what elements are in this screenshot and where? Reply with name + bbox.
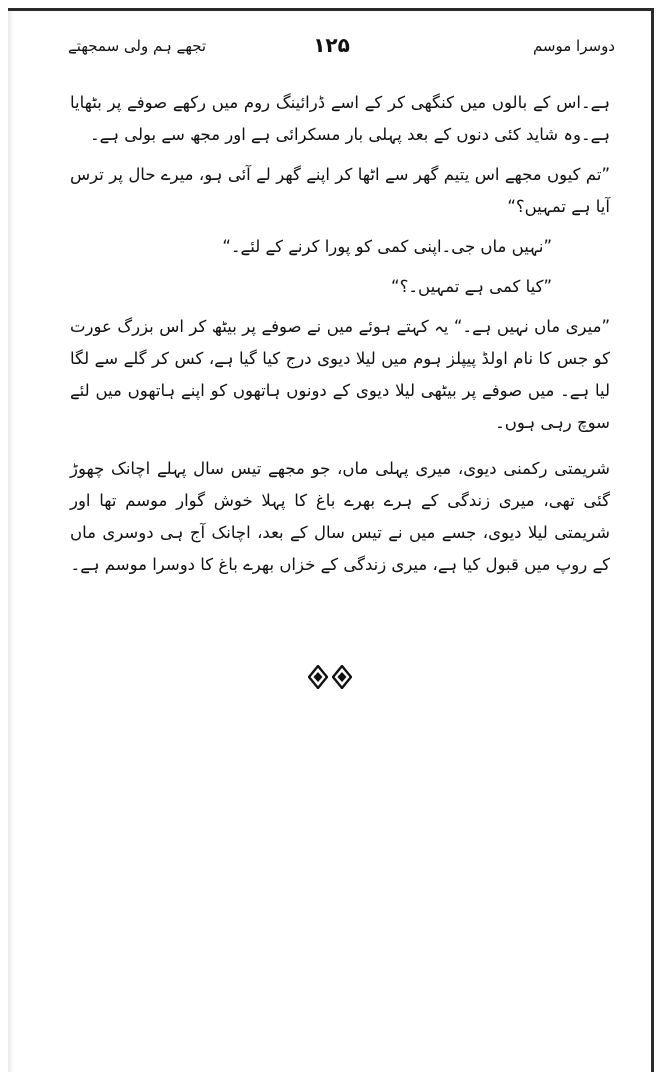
running-title-left: تجھے ہم ولی سمجھتے — [68, 37, 207, 55]
section-end-ornament — [308, 665, 352, 689]
page-body — [70, 87, 610, 589]
paragraph-6: شریمتی رکمنی دیوی، میری پہلی ماں، جو مجھے تیس سال پہلے اچانک چھوڑ گئی تھی، میری زندگی کے ہرے بھرے باغ کا پہلا خوش گوار موسم تھا اور شریمتی لیلا دیوی، جسے میں نے تیس سال کے بعد، اچانک آج ہی دوسری ماں کے روپ میں قبول کیا ہے، میری زندگی کے خزاں بھرے باغ کا دوسرا موسم ہے۔ — [70, 459, 610, 574]
paragraph-4: ”کیا کمی ہے تمہیں۔؟“ — [391, 277, 552, 296]
paragraph-2: ”تم کیوں مجھے اس یتیم گھر سے اٹھا کر اپنے گھر لے آئی ہو، میرے حال پر ترس آیا ہے تمہیں؟“ — [70, 165, 610, 216]
book-page — [8, 8, 654, 1072]
page-header — [48, 33, 615, 69]
paragraph-3: ”نہیں ماں جی۔اپنی کمی کو پورا کرنے کے لئے۔“ — [222, 237, 552, 256]
paragraph-5: ”میری ماں نہیں ہے۔“ یہ کہتے ہوئے میں نے صوفے پر بیٹھ کر اس بزرگ عورت کو جس کا نام اولڈ پیپلز ہوم میں لیلا دیوی درج کیا گیا ہے، کس کر گلے سے لگا لیا ہے۔ میں صوفے پر بیٹھی لیلا دیوی کے دونوں ہاتھوں کو اپنے ہاتھوں میں لئے سوچ رہی ہوں۔ — [70, 317, 610, 432]
diamond-ornament-icon — [308, 665, 328, 689]
paragraph-1: ہے۔اس کے بالوں میں کنگھی کر کے اسے ڈرائینگ روم میں رکھے صوفے پر بٹھایا ہے۔وہ شاید کئی دنوں کے بعد پہلی بار مسکرائی ہے اور مجھ سے بولی ہے۔ — [70, 93, 610, 144]
page-gutter-shadow — [8, 11, 14, 1072]
diamond-ornament-icon — [332, 665, 352, 689]
running-title-right: دوسرا موسم — [532, 37, 615, 55]
page-number: ۱۲۵ — [313, 33, 350, 57]
